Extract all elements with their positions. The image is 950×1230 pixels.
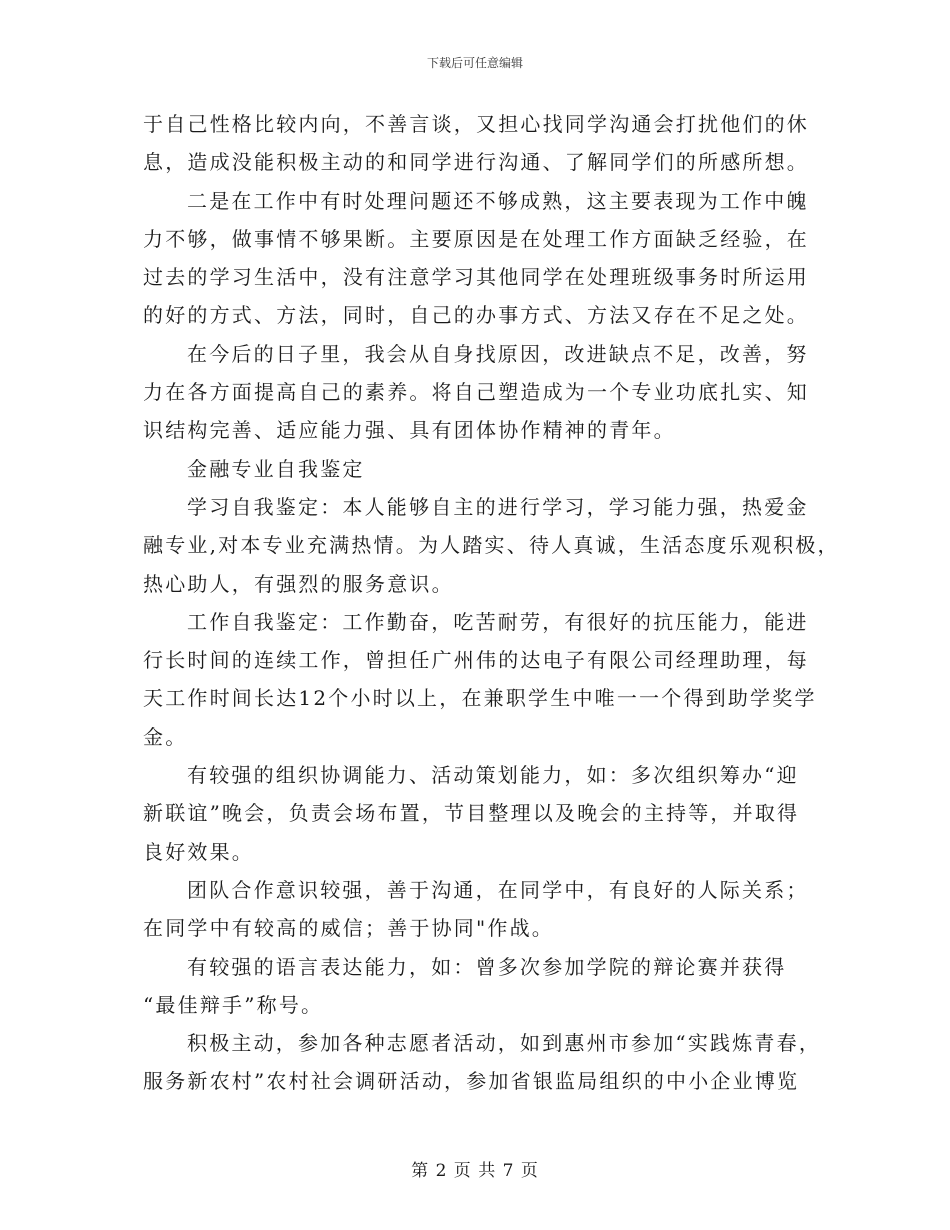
page-number: 第 2 页 共 7 页: [411, 1161, 539, 1181]
text-line: 于自己性格比较内向，不善言谈，又担心找同学沟通会打扰他们的休: [143, 112, 809, 136]
text-line: 在今后的日子里，我会从自身找原因，改进缺点不足，改善，努: [187, 341, 809, 366]
text-line: 力不够，做事情不够果断。主要原因是在处理工作方面缺乏经验，在: [143, 226, 809, 251]
text-line: 新联谊”晚会，负责会场布置，节目整理以及晚会的主持等，并取得: [143, 801, 800, 826]
text-line: 服务新农村”农村社会调研活动，参加省银监局组织的中小企业博览: [143, 1069, 800, 1094]
text-line: 工作自我鉴定：工作勤奋，吃苦耐劳，有很好的抗压能力，能进: [187, 609, 809, 634]
text-line: 过去的学习生活中，没有注意学习其他同学在处理班级事务时所运用: [143, 265, 809, 290]
text-line: 行长时间的连续工作，曾担任广州伟的达电子有限公司经理助理，每: [143, 648, 809, 673]
text-line: 积极主动，参加各种志愿者活动，如到惠州市参加“实践炼青春，: [187, 1031, 822, 1056]
text-line: “最佳辩手”称号。: [143, 992, 324, 1017]
text-line: 二是在工作中有时处理问题还不够成熟，这主要表现为工作中魄: [187, 188, 809, 213]
text-line: 团队合作意识较强，善于沟通，在同学中，有良好的人际关系；: [187, 877, 809, 902]
text-line: 识结构完善、适应能力强、具有团体协作精神的青年。: [143, 418, 676, 443]
text-line: 力在各方面提高自己的素养。将自己塑造成为一个专业功底扎实、知: [143, 380, 809, 405]
text-line: 热心助人，有强烈的服务意识。: [143, 571, 454, 596]
document-body: [143, 105, 840, 1101]
text-line: 有较强的语言表达能力，如：曾多次参加学院的辩论赛并获得: [187, 954, 787, 979]
text-line: 良好效果。: [143, 839, 254, 864]
text-line: 学习自我鉴定：本人能够自主的进行学习，学习能力强，热爱金: [187, 494, 809, 519]
text-line: 在同学中有较高的威信；善于协同"作战。: [143, 916, 554, 941]
text-line: 金融专业自我鉴定: [187, 456, 365, 481]
text-line: 息，造成没能积极主动的和同学进行沟通、了解同学们的所感所想。: [143, 150, 809, 175]
text-line: 天工作时间长达12个小时以上，在兼职学生中唯一一个得到助学奖学: [143, 686, 817, 711]
text-line: 融专业,对本专业充满热情。为人踏实、待人真诚，生活态度乐观积极，: [143, 533, 840, 558]
text-line: 有较强的组织协调能力、活动策划能力，如：多次组织筹办“迎: [187, 763, 799, 788]
text-line: 金。: [143, 724, 188, 749]
page-header: 下载后可任意编辑: [426, 56, 523, 70]
text-line: 的好的方式、方法，同时，自己的办事方式、方法又存在不足之处。: [143, 303, 809, 328]
